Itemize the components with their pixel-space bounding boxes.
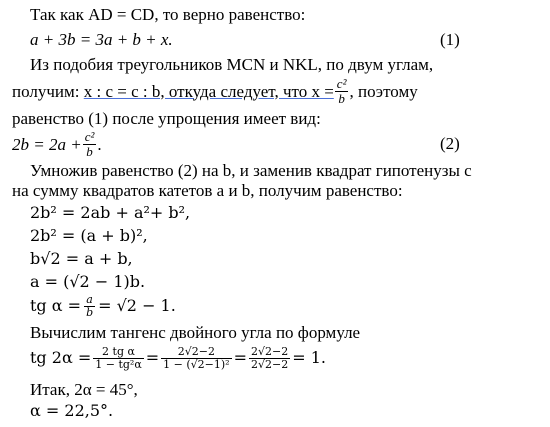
equation-2-label: (2) xyxy=(440,134,460,153)
line-3 xyxy=(30,56,433,73)
line-5 xyxy=(12,110,321,127)
text-l16: Итак, 2α = 45°, xyxy=(30,380,138,399)
equation-1-body: a + 3b = 3a + b + x. xyxy=(30,30,173,49)
fraction-a-over-b xyxy=(84,294,95,318)
text-l1: Так как AD = CD, то верно равенство: xyxy=(30,5,306,24)
fraction-c2-over-b-2 xyxy=(83,130,97,158)
frac-num: 2 tg α xyxy=(93,346,144,359)
fraction-c2-over-b xyxy=(335,77,349,105)
frac-num: 2√2−2 xyxy=(161,346,231,359)
line-8 xyxy=(12,182,403,199)
equation-1 xyxy=(30,31,173,48)
line-1 xyxy=(30,6,305,23)
frac-num: c² xyxy=(84,128,95,144)
line-16 xyxy=(30,381,138,398)
line-14 xyxy=(30,324,360,341)
equation-2-left: 2b = 2a + xyxy=(12,134,82,154)
fraction-substituted xyxy=(161,346,231,370)
math-l15a: tg 2α = xyxy=(30,348,92,367)
fraction-tan-double xyxy=(93,346,144,370)
text-l5: равенство (1) после упрощения имеет вид: xyxy=(12,109,321,128)
math-l13b: = √2 − 1. xyxy=(98,296,176,315)
line-13 xyxy=(30,291,176,321)
frac-den: 1 − (√2−1)² xyxy=(163,357,230,371)
text-l3: Из подобия треугольников MCN и NKL, по двум углам, xyxy=(30,55,434,74)
math-l9: 2b² = 2ab + a²+ b², xyxy=(30,203,191,222)
equation-2 xyxy=(12,128,102,160)
frac-den: 1 − tg²α xyxy=(95,357,142,371)
equation-2-period: . xyxy=(97,134,102,154)
frac-den: b xyxy=(86,305,94,319)
math-l11: b√2 = a + b, xyxy=(30,249,133,268)
text-l4b: x : c = c : b, откуда следует, что x = xyxy=(83,81,334,101)
text-l14: Вычислим тангенс двойного угла по формуле xyxy=(30,323,361,342)
line-15 xyxy=(30,342,326,374)
line-12 xyxy=(30,274,145,290)
fraction-simplified xyxy=(249,346,290,370)
text-l7: Умножив равенство (2) на b, и заменив квадрат гипотенузы c xyxy=(30,161,472,180)
text-l4c: , поэтому xyxy=(349,81,418,101)
frac-num: a xyxy=(84,294,95,307)
text-l4a: получим: xyxy=(12,81,80,101)
frac-num: c² xyxy=(336,75,347,91)
math-l13a: tg α = xyxy=(30,296,82,315)
line-4 xyxy=(12,76,418,106)
frac-den: b xyxy=(338,90,345,106)
line-7 xyxy=(30,162,472,179)
text-l8: на сумму квадратов катетов a и b, получим равенство: xyxy=(12,181,403,200)
frac-den: b xyxy=(86,143,93,159)
frac-num: 2√2−2 xyxy=(251,344,289,358)
math-l17: α = 22,5°. xyxy=(30,401,114,420)
line-11 xyxy=(30,251,133,267)
equation-1-number xyxy=(440,31,460,48)
frac-den: 2√2−2 xyxy=(251,357,289,371)
math-l10: 2b² = (a + b)², xyxy=(30,226,148,245)
line-9 xyxy=(30,205,190,221)
equals-sign: = xyxy=(145,348,160,367)
equation-1-label: (1) xyxy=(440,30,460,49)
equals-sign: = xyxy=(233,348,247,367)
line-17 xyxy=(30,403,113,419)
line-10 xyxy=(30,228,148,244)
equation-2-number xyxy=(440,135,460,152)
math-l12: a = (√2 − 1)b. xyxy=(30,272,146,291)
math-l15b: = 1. xyxy=(292,348,326,367)
